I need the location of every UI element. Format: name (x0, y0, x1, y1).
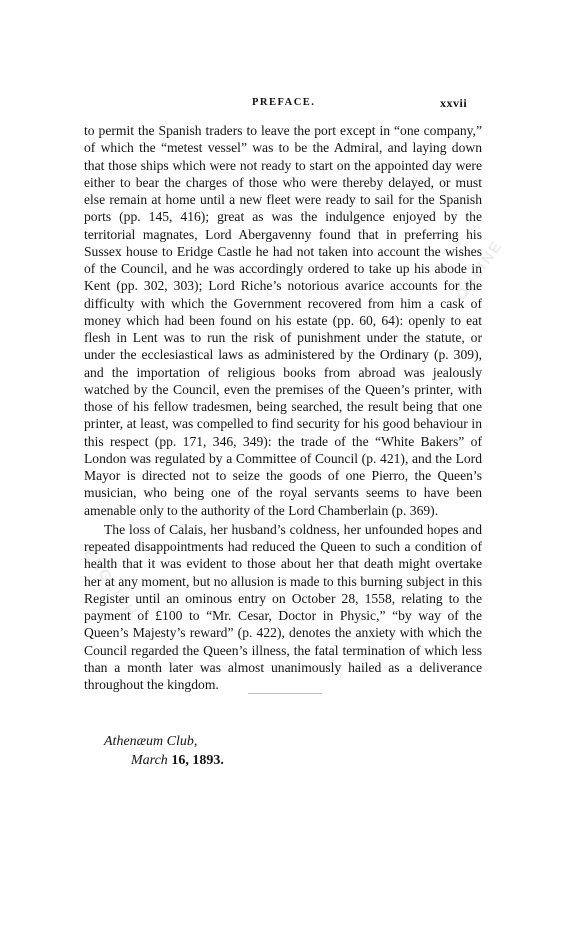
watermark-mark: ENGLISH (80, 545, 141, 622)
signoff-date-day-year: 16, 1893. (167, 753, 224, 768)
running-header-title: PREFACE. (252, 97, 316, 108)
watermark-mark: ONLINE (452, 237, 506, 304)
body-text (84, 122, 482, 693)
paragraph-continued: to permit the Spanish traders to leave the port except in “one company,” of which the “metest vessel” was to be the Admiral, and laying down that those ships which were not ready to start on the appointed day were either to bear the charges of those who were thereby delayed, or must else remain at home until a new fleet were ready to sail for the Spanish ports (pp. 145, 416); great as was the indulgence enjoyed by the territorial magnates, Lord Abergavenny found that in preferring his Sussex house to Eridge Castle he had not taken into account the wishes of the Council, and he was accordingly ordered to take up his abode in Kent (pp. 302, 303); Lord Riche’s notorious avarice accounts for the difficulty with which the Government recovered from him a cask of money which had been found on his estate (pp. 60, 64): openly to eat flesh in Lent was to run the risk of punishment under the statute, or under the ecclesiastical laws as administered by the Ordinary (p. 309), and the importation of religious books from abroad was jealously watched by the Council, even the premises of the Queen’s printer, with those of his fellow tradesmen, being searched, the result being that one printer, at least, was compelled to find security for his good behaviour in this respect (pp. 171, 346, 349): the trade of the “White Bakers” of London was regulated by a Committee of Council (p. 421), and the Lord Mayor is directed not to seize the goods of one Pierro, the Queen’s musician, who being one of the royal servants seems to have been amenable only to the authority of the Lord Chamberlain (p. 369). (84, 123, 482, 518)
signoff-place: Athenæum Club, (104, 734, 198, 749)
paragraph-calais: The loss of Calais, her husband’s coldness, her unfounded hopes and repeated disappointments had reduced the Queen to such a condition of health that it was evident to those about her that death might overtake her at any moment, but no allusion is made to this burning subject in this Register until an ominous entry on October 28, 1558, relating to the payment of £100 to “Mr. Cesar, Doctor in Physic,” “by way of the Queen’s Majesty’s reward” (p. 422), denotes the anxiety with which the Council regarded the Queen’s illness, the fatal termination of which less than a month later was almost unanimously hailed as a deliverance throughout the kingdom. (84, 521, 482, 692)
signoff-date (131, 753, 224, 769)
page-number: xxvii (440, 96, 468, 110)
signoff-date-month: March (131, 753, 168, 768)
section-divider (248, 693, 322, 694)
